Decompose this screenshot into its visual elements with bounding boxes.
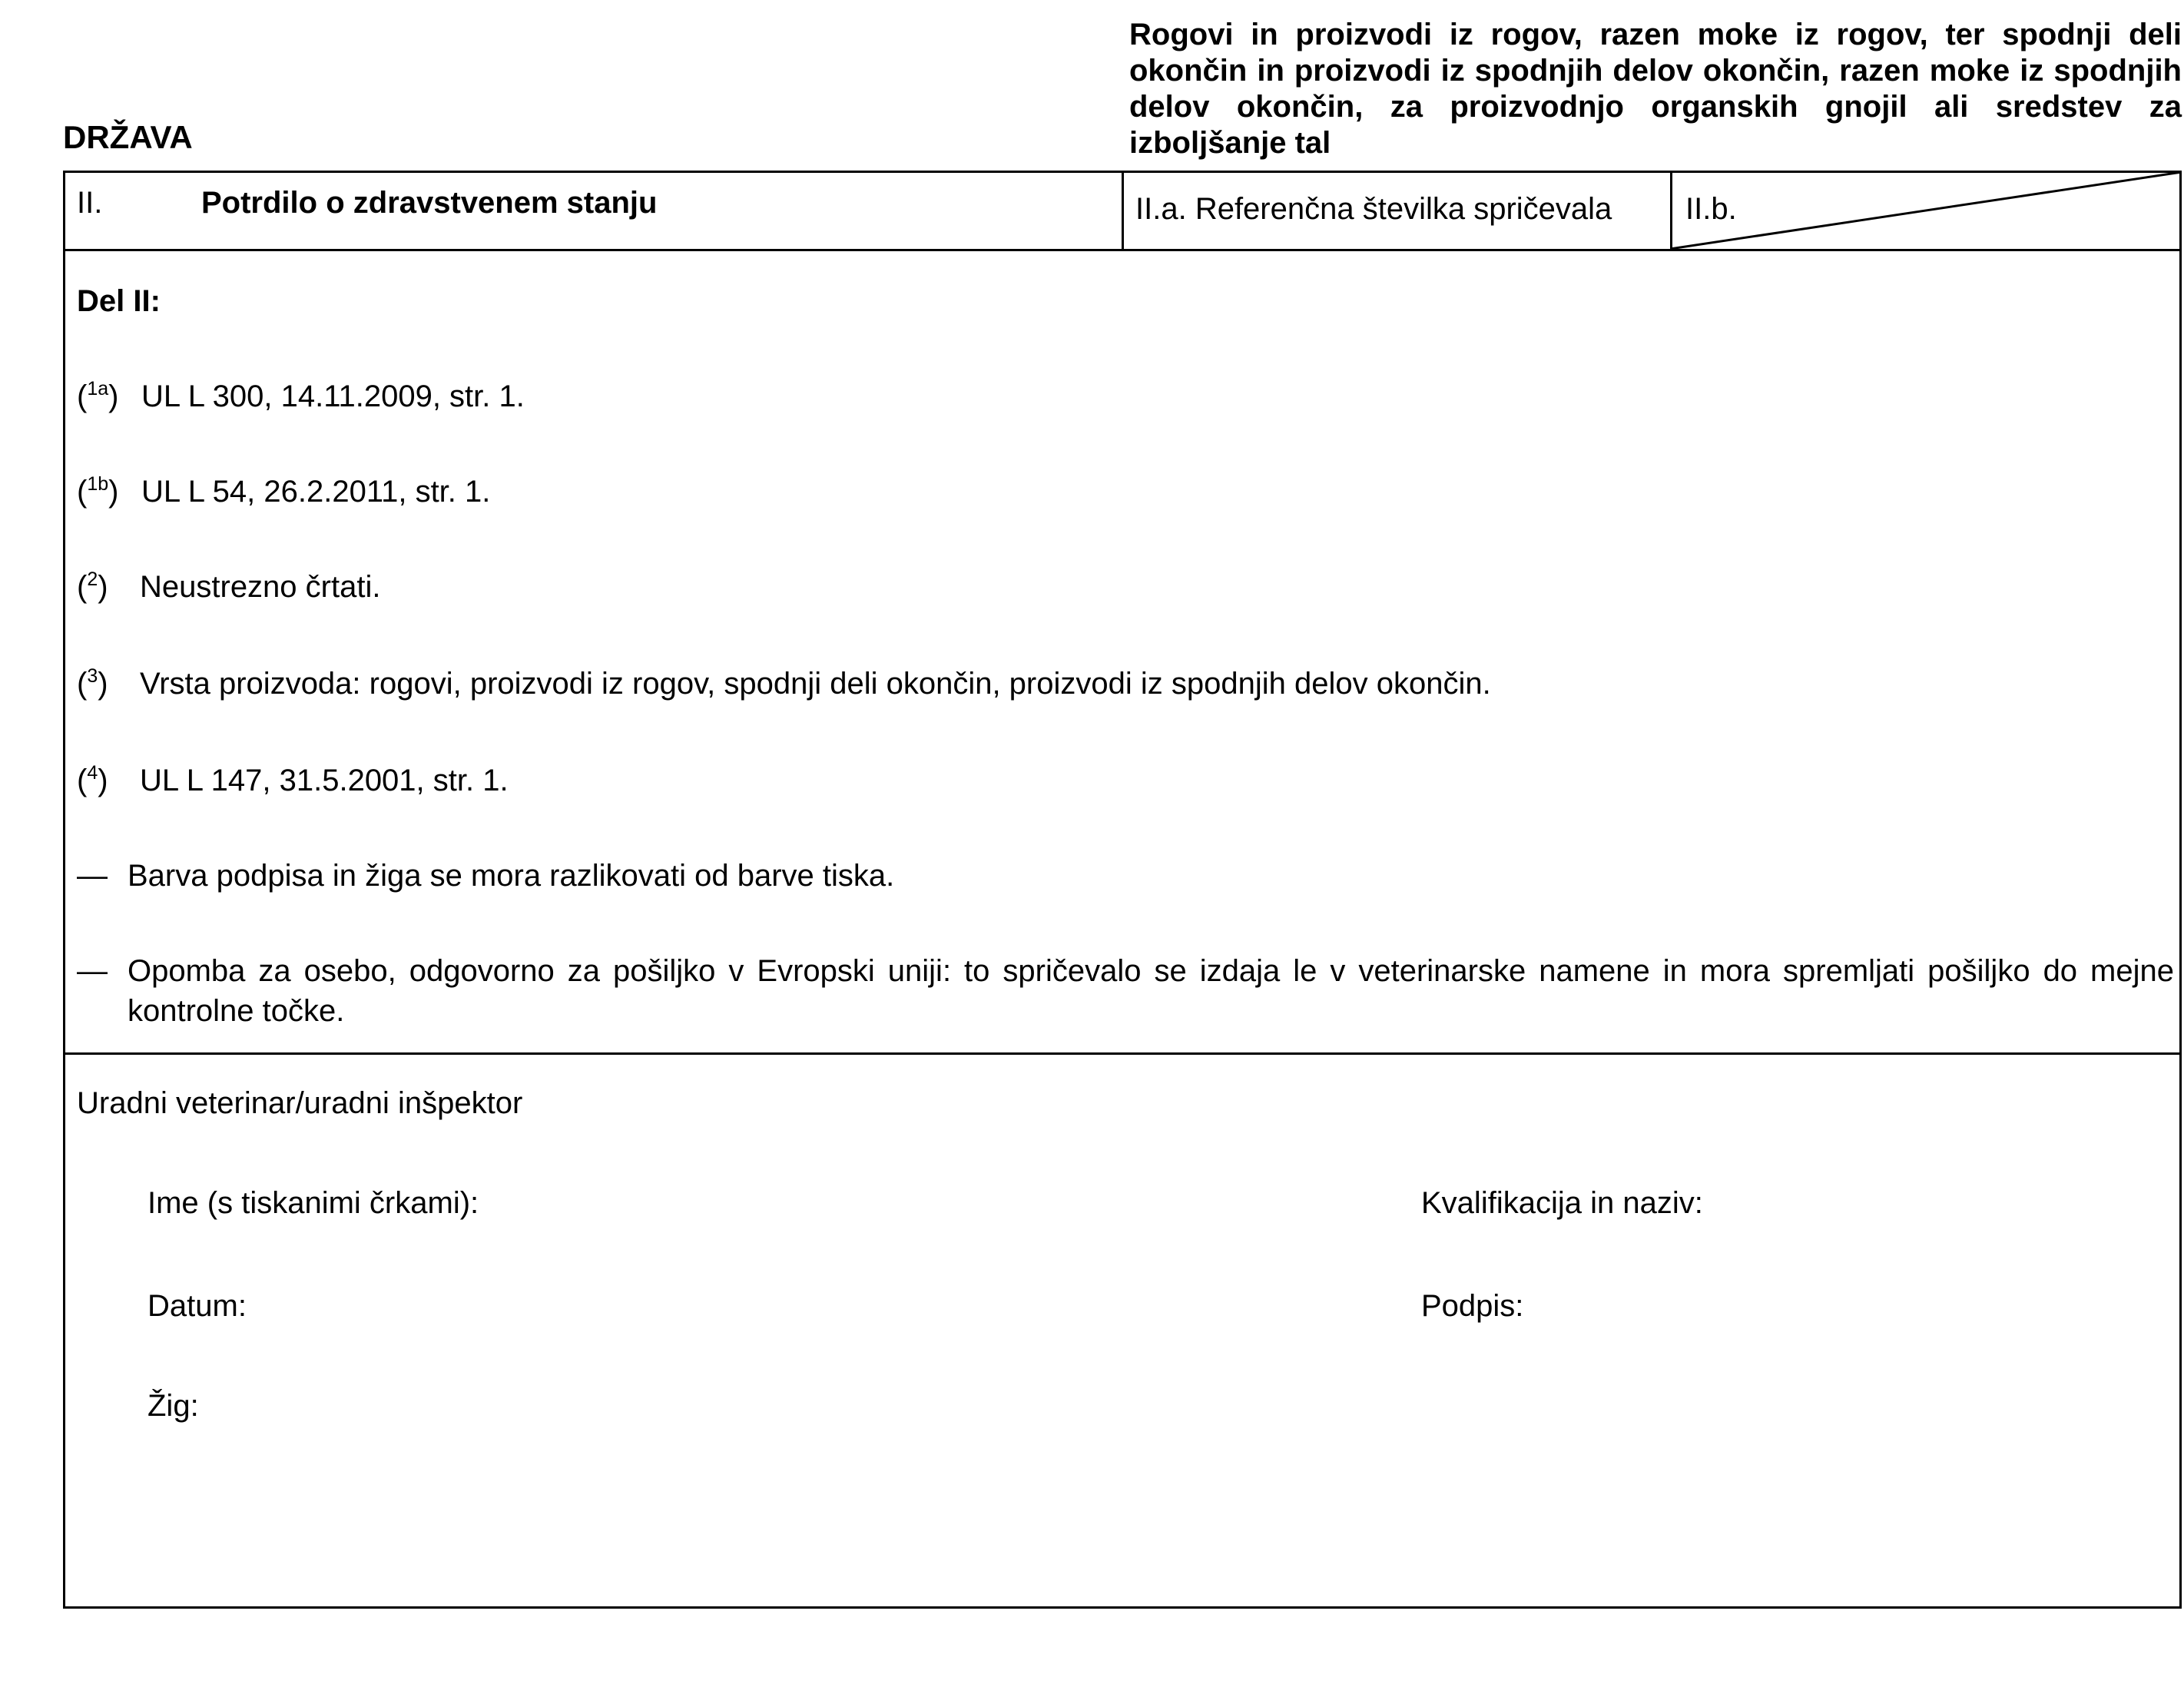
footnote-4: ($^4$) UL L 147, 31.5.2001, str. 1. — [77, 762, 509, 797]
stamp-label: Žig: — [147, 1389, 199, 1423]
country-label: DRŽAVA — [63, 119, 193, 155]
date-label: Datum: — [147, 1289, 247, 1323]
footnote-3: ($^3$) Vrsta proizvoda: rogovi, proizvodi iz rogov, spodnji deli okončin, proizvodi iz spodnjih delov okončin. — [77, 665, 1491, 701]
iib-label: II.b. — [1685, 192, 1737, 226]
official-title: Uradni veterinar/uradni inšpektor — [77, 1086, 523, 1120]
section-number: II. — [77, 186, 103, 220]
note-signature-color: — Barva podpisa in žiga se mora razlikovati od barve tiska. — [77, 859, 895, 893]
footnote-2: ($^2$) Neustrezno črtati. — [77, 568, 381, 604]
section-title: Potrdilo o zdravstvenem stanju — [201, 186, 658, 220]
footnote-1b: ($^{1b}$) UL L 54, 26.2.2011, str. 1. — [77, 473, 491, 509]
reference-number-label: II.a. Referenčna številka spričevala — [1135, 192, 1612, 226]
name-label: Ime (s tiskanimi črkami): — [147, 1186, 479, 1220]
note-consignment: — Opomba za osebo, odgovorno za pošiljko v Evropski uniji: to spričevalo se izdaja le v veterinarske namene in mora spremljati pošiljko do mejne kontrolne točke. — [77, 954, 2174, 1028]
header-divider-1 — [1122, 171, 1124, 250]
qualification-label: Kvalifikacija in naziv: — [1421, 1186, 1703, 1220]
footnote-1a: ($^{1a}$) UL L 300, 14.11.2009, str. 1. — [77, 378, 525, 413]
iib-strikethrough — [1670, 171, 2182, 250]
signature-section-divider — [63, 1052, 2182, 1055]
document-title: Rogovi in proizvodi iz rogov, razen moke iz rogov, ter spodnji deli okončin in proizvodi iz spodnjih delov okončin, razen moke iz spodnjih delov okončin, za proizvodnjo organskih gnojil ali sredstev za izboljšanje tal — [1129, 18, 2182, 160]
part-heading: Del II: — [77, 284, 161, 318]
signature-label: Podpis: — [1421, 1289, 1524, 1323]
